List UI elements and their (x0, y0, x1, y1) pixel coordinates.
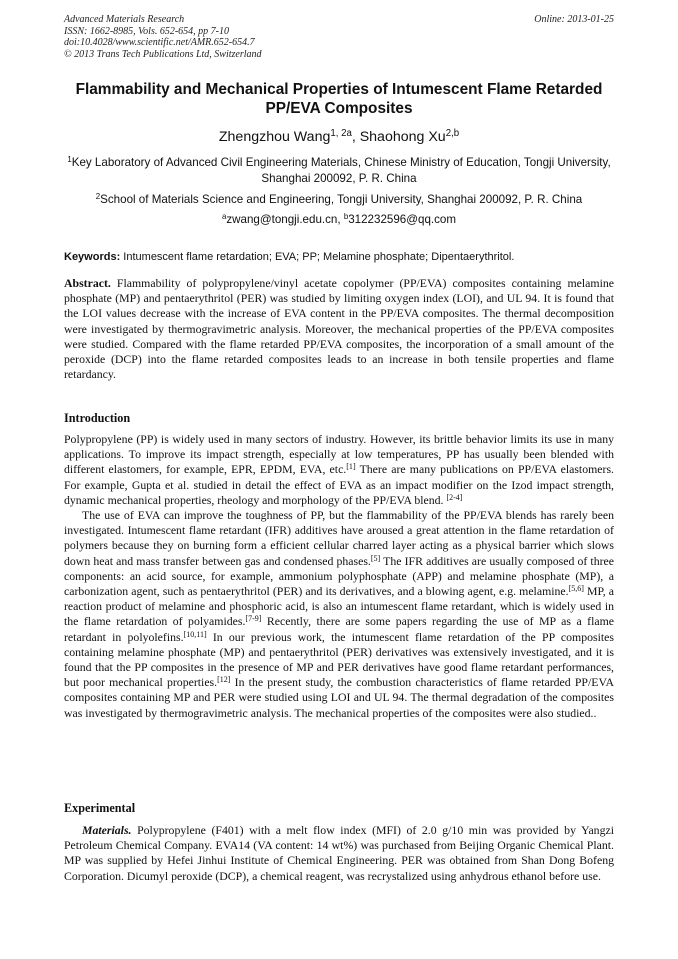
paragraph (64, 823, 614, 884)
experimental-body (64, 823, 614, 884)
section-heading-introduction: Introduction (64, 411, 131, 425)
keywords-label: Keywords: (64, 251, 121, 263)
author-list (52, 128, 626, 146)
author-affiliation-mark: 2,b (445, 128, 460, 140)
paragraph-text: In our previous work, the intumescent flame retardation of the PP composites containing melamine phosphate (MP) and pentaerythritol (PER) derivatives was extensively investigated, and it is found that the PP composites in the presence of MP and PER derivatives have good flame retardant performances, but poor mechanical properties. (64, 629, 614, 690)
journal-issn: ISSN: 1662-8985, Vols. 652-654, pp 7-10 (64, 25, 229, 37)
author-affiliation-mark: 1, 2a (330, 128, 352, 140)
citation[interactable]: [10,11] (183, 629, 207, 639)
abstract-label: Abstract. (64, 276, 111, 290)
paragraph-text: There are many publications on PP/EVA elastomers. For example, Gupta et al. studied in detail the effect of EVA as an impact modifier on the Izod impact strength, dynamic mechanical properties, rheology and morphology of the PP/EVA blend. (64, 462, 614, 507)
author-name: Zhengzhou Wang (218, 129, 331, 145)
keywords (64, 250, 616, 264)
author-separator: , (351, 129, 360, 145)
paragraph (64, 432, 614, 508)
journal-doi: doi:10.4028/www.scientific.net/AMR.652-654.7 (64, 37, 255, 49)
section-heading-experimental: Experimental (64, 801, 136, 815)
keywords-text: Intumescent flame retardation; EVA; PP; Melamine phosphate; Dipentaerythritol. (120, 251, 515, 263)
affiliation-2 (52, 192, 626, 208)
affiliation-mark: 2 (95, 192, 101, 202)
affiliation-mark: 1 (67, 155, 72, 165)
journal-copyright: © 2013 Trans Tech Publications Ltd, Switzerland (64, 48, 262, 60)
affiliation-text: School of Materials Science and Engineering, Tongji University, Shanghai 200092, P. R. China (100, 193, 583, 206)
citation[interactable]: [5,6] (568, 584, 584, 594)
paragraph-text: Polypropylene (PP) is widely used in many sectors of industry. However, its brittle behavior limits its use in many applications. To improve its impact strength, especially at low temperatures, PP has usually been blended with different elastomers, for example, EPR, EPDM, EVA, etc. (64, 432, 614, 477)
journal-header (64, 14, 262, 60)
paragraph (64, 508, 614, 721)
abstract-text: Flammability of polypropylene/vinyl acetate copolymer (PP/EVA) composites containing melamine phosphate (MP) and pentaerythritol (PER) was studied by limiting oxygen index (LOI), and UL 94. It is found that the LOI values decrease with the increase of EVA content in the PP/EVA composites. The thermal decomposition were investigated by thermogravimetric analysis. Moreover, the mechanical properties of the PP/EVA composites were studied. Compared with the flame retarded PP/EVA composites, the incorporation of a small amount of the peroxide (DCP) into the flame retarded composites leads to an increase in both tensile properties and flame retardancy. (64, 276, 614, 382)
journal-name: Advanced Materials Research (64, 14, 185, 25)
paragraph-text: The IFR additives are usually composed of three components: an acid source, for example, ammonium polyphosphate (APP) and melamine phosphate (MP), a carbonization agent, such as pentaerythritol (PER) and its derivatives, and a blowing agent, e.g. melamine. (64, 553, 615, 599)
paragraph-text: Polypropylene (F401) with a melt flow index (MFI) of 2.0 g/10 min was provided by Yangzi Petroleum Chemical Company. EVA14 (VA content: 14 wt%) was purchased from Beijing Organic Chemical Plant. MP was supplied by Hefei Jinhui Institute of Chemical Engineering. PER was obtained from Shan Dong Bofeng Corporation. Dicumyl peroxide (DCP), a chemical reagent, was recrystalized using anhydrous ethanol before use. (64, 823, 614, 883)
paragraph-text: MP, a reaction product of melamine and phosphoric acid, is also an intumescent flame retardant, which is widely used in the flame retardation of polyamides. (64, 584, 614, 629)
email-link[interactable]: zwang@tongji.edu.cn, (226, 213, 341, 226)
paragraph-text: The use of EVA can improve the toughness of PP, but the flammability of the PP/EVA blends has rarely been investigated. Intumescent flame retardant (IFR) additives have aroused a great attention in the flame retardation of polymers because they on burning form a efficient cellular charred layer acting as a physical barrier which slows down heat and mass transfer between gas and condensed phases. (64, 508, 614, 568)
email-link[interactable]: 312232596@qq.com (348, 213, 457, 226)
affiliation-text: Key Laboratory of Advanced Civil Engineering Materials, Chinese Ministry of Education, Tongji University, Shanghai 200092, P. R. China (71, 156, 611, 185)
author-emails (52, 212, 626, 228)
subsection-lead: Materials. (82, 823, 132, 837)
paper-title: Flammability and Mechanical Properties of Intumescent Flame Retarded PP/EVA Composites (75, 81, 603, 117)
abstract (64, 276, 614, 382)
citation[interactable]: [7-9] (245, 614, 262, 624)
citation[interactable]: [2-4] (446, 492, 463, 502)
email-mark: a (221, 212, 227, 222)
citation[interactable]: [12] (217, 675, 231, 685)
affiliation-1 (52, 155, 626, 187)
citation[interactable]: [1] (346, 462, 356, 472)
introduction-body (64, 432, 614, 721)
paragraph-text: Recently, there are some papers regarding the use of MP as a flame retardant in polyolefins. (64, 614, 615, 644)
online-date: Online: 2013-01-25 (534, 14, 614, 25)
paragraph-text: In the present study, the combustion characteristics of flame retarded PP/EVA composites containing MP and PER were studied using LOI and UL 94. The thermal degradation of the composites was investigated by thermogravimetric analysis. The mechanical properties of the composites were also studied.. (64, 675, 614, 720)
citation[interactable]: [5] (370, 553, 381, 563)
email-mark: b (343, 212, 349, 222)
author-name: Shaohong Xu (359, 129, 446, 145)
